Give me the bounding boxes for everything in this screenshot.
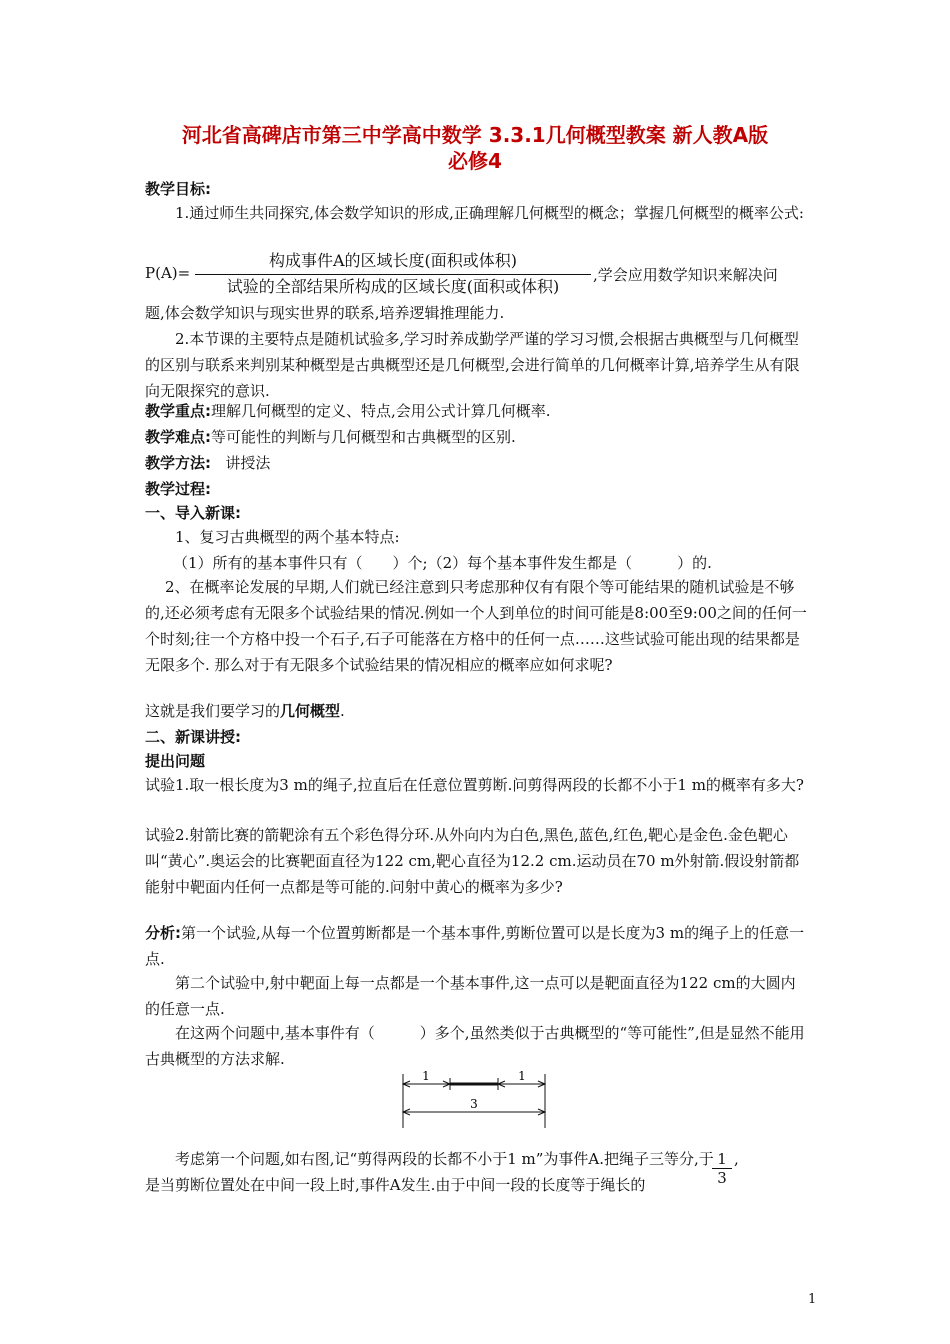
one-third-fraction	[712, 1150, 732, 1187]
analysis-2: 第二个试验中,射中靶面上每一点都是一个基本事件,这一点可以是靶面直径为122 cm的大圆内的任意一点.	[145, 974, 796, 1018]
formula-denominator: 试验的全部结果所构成的区域长度(面积或体积)	[226, 277, 560, 296]
review-2: 2、在概率论发展的早期,人们就已经注意到只考虑那种仅有有限个等可能结果的随机试验是不够的,还必须考虑有无限多个试验结果的情况.例如一个人到单位的时间可能是8:00至9:00之间的任何一个时刻;往一个方格中投一个石子,石子可能落在方格中的任何一点……这些试验可能出现的结果都是无限多个. 那么对于有无限多个试验结果的情况相应的概率应如何求呢?	[145, 578, 807, 674]
diagram-label-left: 1	[422, 1070, 430, 1083]
key-points-label: 教学重点:	[145, 402, 211, 420]
teaching-method-label: 教学方法:	[145, 454, 211, 472]
teaching-method	[145, 450, 810, 476]
intro-prefix: 这就是我们要学习的	[145, 702, 281, 720]
section-2-heading: 二、新课讲授:	[145, 728, 241, 746]
diagram-label-right: 1	[518, 1070, 526, 1083]
analysis-1	[145, 920, 810, 972]
difficult-points-label: 教学难点:	[145, 428, 211, 446]
goal-1-text: 1.通过师生共同探究,体会数学知识的形成,正确理解几何概型的概念；掌握几何概型的概率公式:	[175, 204, 804, 222]
intro-sentence	[145, 698, 810, 724]
page-number: 1	[808, 1292, 817, 1307]
diagram-label-total: 3	[470, 1097, 478, 1111]
title-line-2: 必修4	[448, 149, 502, 173]
analysis-label: 分析:	[145, 924, 181, 942]
experiment-1: 试验1.取一根长度为3 m的绳子,拉直后在任意位置剪断.问剪得两段的长都不小于1 m的概率有多大?	[145, 776, 804, 794]
key-points	[145, 398, 810, 424]
document-title	[130, 122, 820, 174]
teaching-method-text: 讲授法	[225, 454, 271, 472]
title-line-1: 河北省高碑店市第三中学高中数学 3.3.1几何概型教案 新人教A版	[181, 123, 769, 147]
review-1: 1、复习古典概型的两个基本特点:	[175, 528, 400, 546]
fraction-trailing-comma: ,	[734, 1150, 739, 1168]
key-points-text: 理解几何概型的定义、特点,会用公式计算几何概率.	[211, 402, 551, 420]
goal-2-text: 2.本节课的主要特点是随机试验多,学习时养成勤学严谨的学习习惯,会根据古典概型与几何概型的区别与联系来判别某种概型是古典概型还是几何概型,会进行简单的几何概率计算,培养学生从有限向无限探究的意识.	[145, 330, 800, 400]
formula-lhs: P(A)=	[145, 264, 191, 282]
difficult-points-text: 等可能性的判断与几何概型和古典概型的区别.	[211, 428, 516, 446]
formula-fraction	[195, 250, 591, 298]
review-1-detail: （1）所有的基本事件只有（ ）个;（2）每个基本事件发生都是（ ）的.	[173, 554, 712, 572]
section-1-heading: 一、导入新课:	[145, 504, 241, 522]
process-heading: 教学过程:	[145, 480, 211, 498]
goals-heading: 教学目标:	[145, 180, 211, 198]
experiment-2: 试验2.射箭比赛的箭靶涂有五个彩色得分环.从外向内为白色,黑色,蓝色,红色,靶心是金色.金色靶心叫“黄心”.奥运会的比赛靶面直径为122 cm,靶心直径为12.2 cm.运动员在70 m外射箭.假设射箭都能射中靶面内任何一点都是等可能的.问射中黄心的概率为多少?	[145, 826, 800, 896]
analysis-1-text: 第一个试验,从每一个位置剪断都是一个基本事件,剪断位置可以是长度为3 m的绳子上的任意一点.	[145, 924, 805, 968]
fraction-denominator: 3	[717, 1169, 727, 1187]
intro-bold-term: 几何概型	[280, 702, 341, 720]
goal-1-continuation: 题,体会数学知识与现实世界的联系,培养逻辑推理能力.	[145, 304, 505, 322]
fraction-numerator: 1	[712, 1150, 732, 1169]
rope-diagram	[398, 1070, 550, 1132]
analysis-3: 在这两个问题中,基本事件有（ ）多个,虽然类似于古典概型的“等可能性”,但是显然不能用古典概型的方法求解.	[145, 1024, 805, 1068]
difficult-points	[145, 424, 810, 450]
formula-rhs: ,学会应用数学知识来解决问	[593, 266, 778, 284]
formula-numerator: 构成事件A的区域长度(面积或体积)	[195, 250, 591, 275]
intro-suffix: .	[340, 702, 345, 720]
probability-formula	[145, 250, 810, 300]
consider-paragraph: 考虑第一个问题,如右图,记“剪得两段的长都不小于1 m”为事件A.把绳子三等分,于是当剪断位置处在中间一段上时,事件A发生.由于中间一段的长度等于绳长的	[145, 1150, 714, 1194]
pose-question-heading: 提出问题	[145, 752, 206, 770]
